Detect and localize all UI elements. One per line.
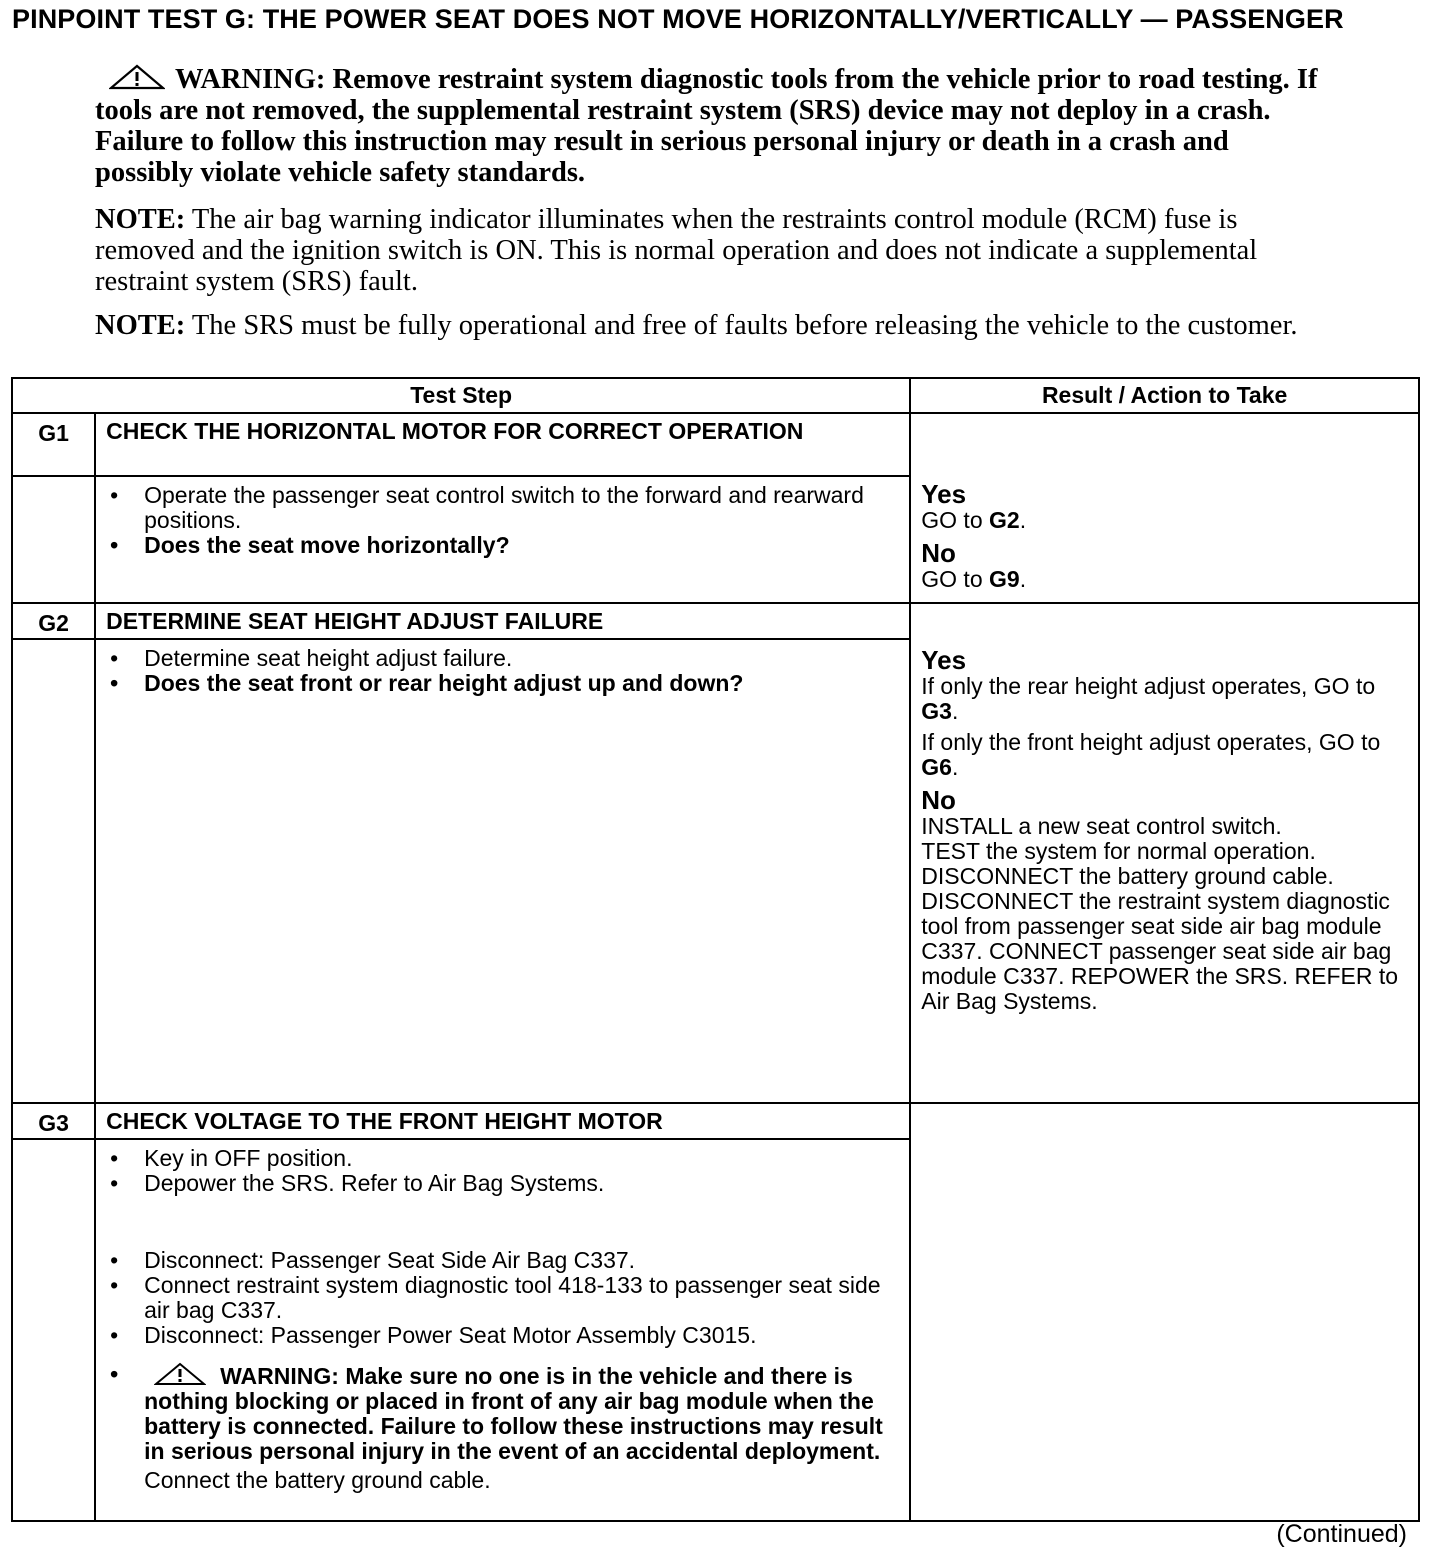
step-body	[95, 639, 910, 1103]
result-yes-text-rear: If only the rear height adjust operates, GO to G3.	[921, 673, 1376, 724]
step-id-empty	[12, 1139, 95, 1521]
result-yes-label: Yes	[921, 479, 967, 509]
step-heading: CHECK VOLTAGE TO THE FRONT HEIGHT MOTOR	[95, 1103, 910, 1139]
step-id: G1	[12, 413, 95, 476]
step-heading: CHECK THE HORIZONTAL MOTOR FOR CORRECT OPERATION	[95, 413, 910, 476]
table-header-row	[12, 378, 1419, 413]
step-body	[95, 1139, 910, 1521]
header-test-step: Test Step	[12, 378, 910, 413]
warning-label: WARNING:	[175, 64, 326, 95]
result-yes-text-front: If only the front height adjust operates, GO to G6.	[921, 729, 1381, 780]
step-result-empty	[910, 1103, 1419, 1521]
continued-label: (Continued)	[1276, 1520, 1407, 1548]
list-item: • Does the seat front or rear height adjust up and down?	[106, 671, 899, 696]
note-label: NOTE:	[95, 310, 186, 341]
list-item: • Connect restraint system diagnostic tool 418-133 to passenger seat side air bag C337.	[106, 1273, 899, 1323]
table-row	[12, 1103, 1419, 1139]
list-item: • Determine seat height adjust failure.	[106, 646, 899, 671]
note-text: The air bag warning indicator illuminates when the restraints control module (RCM) fuse is removed and the ignition switch is ON. This is normal operation and does not indicate a supplemental restraint system (SRS) fault.	[95, 204, 1258, 297]
step-result	[910, 413, 1419, 603]
step-result	[910, 603, 1419, 1103]
page-title: PINPOINT TEST G: THE POWER SEAT DOES NOT MOVE HORIZONTALLY/VERTICALLY — PASSENGER	[12, 4, 1344, 34]
result-yes-text: GO to G2.	[921, 507, 1027, 533]
step-heading: DETERMINE SEAT HEIGHT ADJUST FAILURE	[95, 603, 910, 639]
result-no-label: No	[921, 785, 956, 815]
warning-triangle-icon	[109, 64, 165, 90]
step-id-empty	[12, 476, 95, 603]
result-no-line: TEST the system for normal operation.	[921, 838, 1316, 864]
list-item: • Disconnect: Passenger Power Seat Motor Assembly C3015.	[106, 1323, 899, 1348]
list-item: • Key in OFF position.	[106, 1146, 899, 1171]
step-body	[95, 476, 910, 603]
warning-notice	[95, 64, 1325, 188]
table-row	[12, 413, 1419, 476]
step-id: G2	[12, 603, 95, 639]
step-final: Connect the battery ground cable.	[144, 1467, 491, 1493]
warning-text: Remove restraint system diagnostic tools from the vehicle prior to road testing. If tools are not removed, the supplemental restraint system (SRS) device may not deploy in a crash. Failure to follow this instruction may result in serious personal injury or death in a crash and possibly violate vehicle safety standards.	[95, 64, 1318, 188]
list-item-warning	[106, 1362, 899, 1464]
note-label: NOTE:	[95, 204, 186, 235]
list-item: • Does the seat move horizontally?	[106, 533, 899, 558]
step-id-empty	[12, 639, 95, 1103]
list-item: • Depower the SRS. Refer to Air Bag Systems.	[106, 1171, 899, 1196]
result-no-line: DISCONNECT the battery ground cable.	[921, 863, 1334, 889]
pinpoint-test-table	[11, 377, 1420, 1522]
list-item: • Disconnect: Passenger Seat Side Air Bag C337.	[106, 1248, 899, 1273]
note-srs-operational	[95, 310, 1325, 341]
result-no-line: DISCONNECT the restraint system diagnostic tool from passenger seat side air bag module C337. CONNECT passenger seat side air bag module C337. REPOWER the SRS. REFER to Air Bag Systems.	[921, 888, 1399, 1014]
step-id: G3	[12, 1103, 95, 1139]
warning-triangle-icon	[154, 1362, 206, 1386]
result-no-text: GO to G9.	[921, 566, 1027, 592]
result-no-label: No	[921, 538, 956, 568]
table-row	[12, 603, 1419, 639]
note-text: The SRS must be fully operational and free of faults before releasing the vehicle to the customer.	[191, 310, 1298, 341]
header-result-action: Result / Action to Take	[910, 378, 1419, 413]
note-rcm-fuse	[95, 204, 1325, 297]
list-item: • Operate the passenger seat control switch to the forward and rearward positions.	[106, 483, 899, 533]
result-yes-label: Yes	[921, 645, 967, 675]
result-no-line: INSTALL a new seat control switch.	[921, 813, 1282, 839]
step-warning-text: WARNING: Make sure no one is in the vehicle and there is nothing blocking or placed in front of any air bag module when the battery is connected. Failure to follow these instructions may result in serious personal injury in the event of an accidental deployment.	[144, 1363, 883, 1464]
